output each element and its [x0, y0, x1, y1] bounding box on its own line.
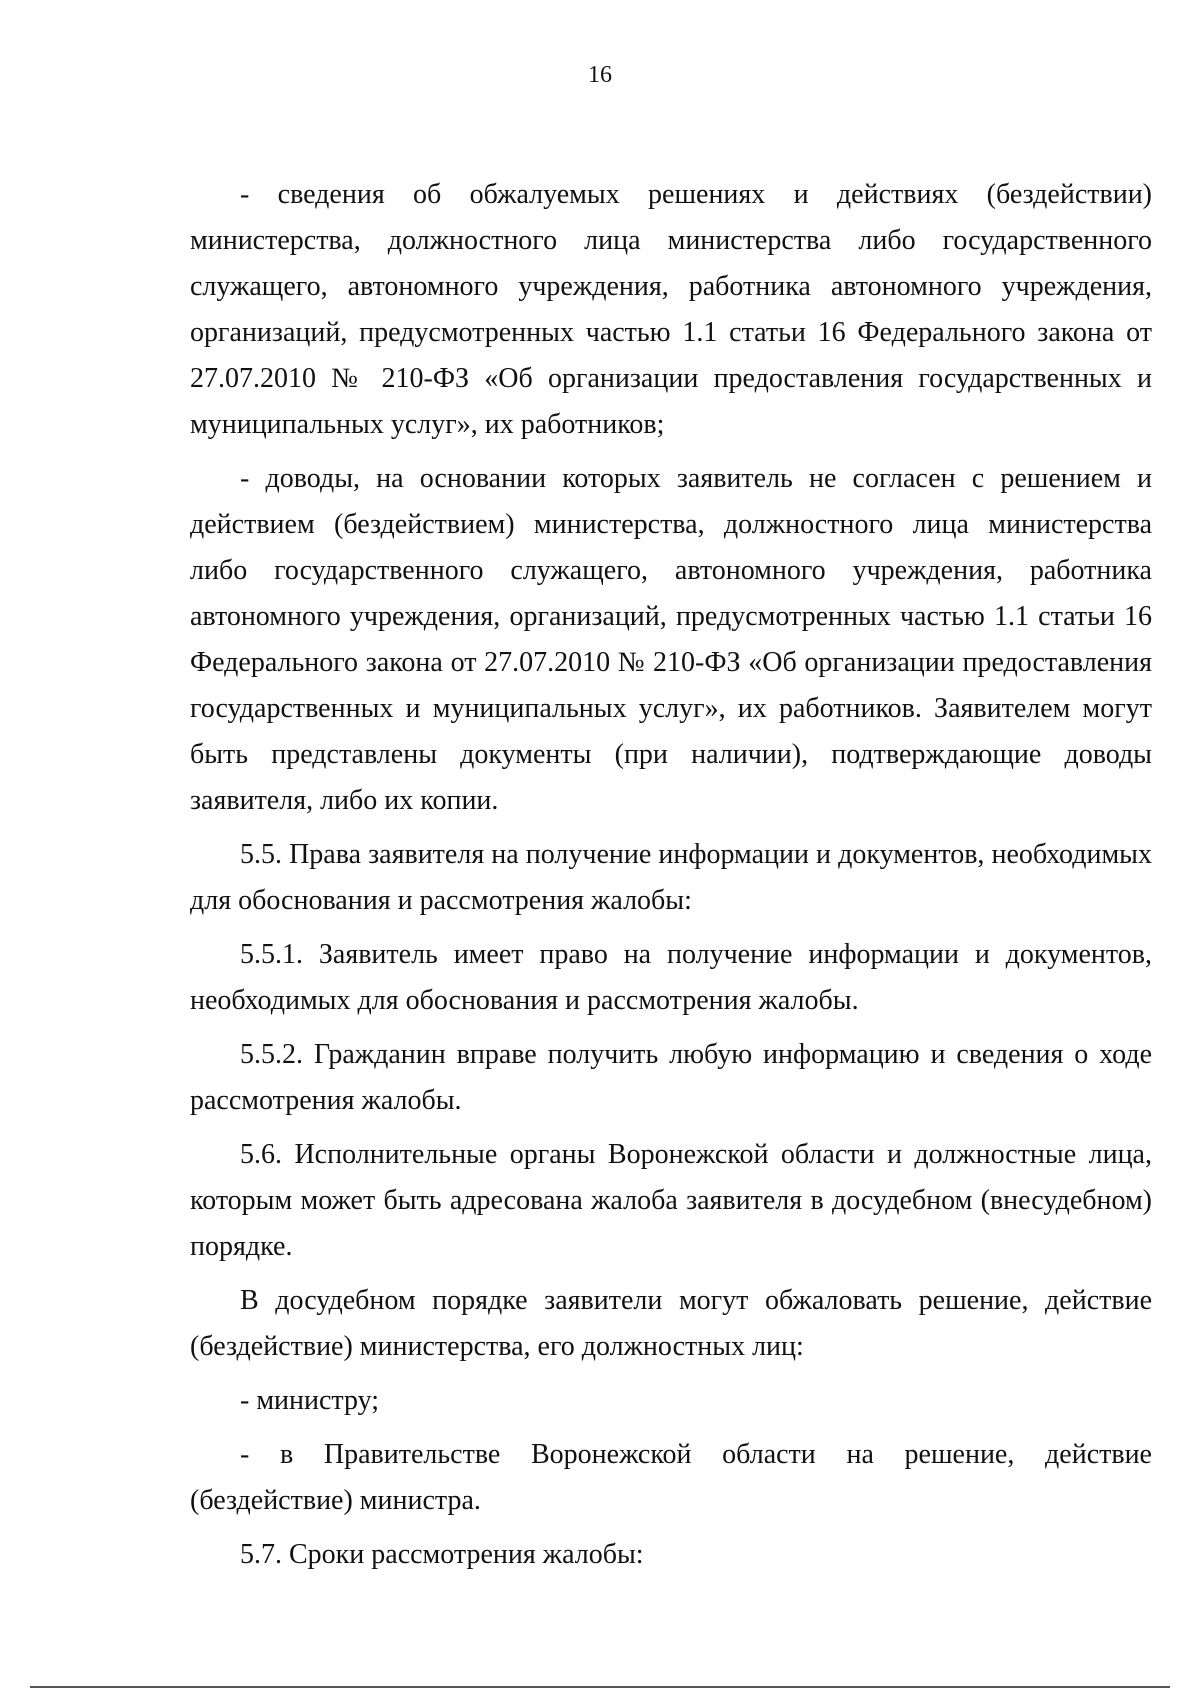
paragraph-5-7: 5.7. Сроки рассмотрения жалобы:	[240, 1539, 644, 1570]
paragraph-to-minister: - министру;	[240, 1385, 380, 1416]
paragraph-complaint-details: - сведения об обжалуемых решениях и действиях (бездействии) министерства, должностного лица министерства либо государственного служащего, автономного учреждения, работника автономного учреждения, организаций, предусмотренных частью 1.1 статьи 16 Федерального закона от 27.07.2010 № 210-ФЗ «Об организации предоставления государственных и муниципальных услуг», их работников;	[190, 179, 1152, 440]
paragraph-complaint-arguments: - доводы, на основании которых заявитель не согласен с решением и действием (бездействием) министерства, должностного лица министерства либо государственного служащего, автономного учреждения, работника автономного учреждения, организаций, предусмотренных частью 1.1 статьи 16 Федерального закона от 27.07.2010 № 210-ФЗ «Об организации предоставления государственных и муниципальных услуг», их работников. Заявителем могут быть представлены документы (при наличии), подтверждающие доводы заявителя, либо их копии.	[190, 463, 1152, 816]
page-number: 16	[588, 62, 612, 88]
paragraph-5-5: 5.5. Права заявителя на получение информации и документов, необходимых для обоснования и рассмотрения жалобы:	[190, 839, 1152, 916]
document-body	[190, 172, 1152, 1586]
paragraph-5-5-2: 5.5.2. Гражданин вправе получить любую информацию и сведения о ходе рассмотрения жалобы.	[190, 1039, 1152, 1116]
paragraph-5-5-1: 5.5.1. Заявитель имеет право на получение информации и документов, необходимых для обоснования и рассмотрения жалобы.	[190, 939, 1152, 1016]
bottom-rule	[30, 1686, 1170, 1688]
paragraph-5-6: 5.6. Исполнительные органы Воронежской области и должностные лица, которым может быть адресована жалоба заявителя в досудебном (внесудебном) порядке.	[190, 1139, 1152, 1262]
paragraph-to-government: - в Правительстве Воронежской области на решение, действие (бездействие) министра.	[190, 1439, 1152, 1516]
paragraph-pretrial-order: В досудебном порядке заявители могут обжаловать решение, действие (бездействие) министерства, его должностных лиц:	[190, 1285, 1152, 1362]
